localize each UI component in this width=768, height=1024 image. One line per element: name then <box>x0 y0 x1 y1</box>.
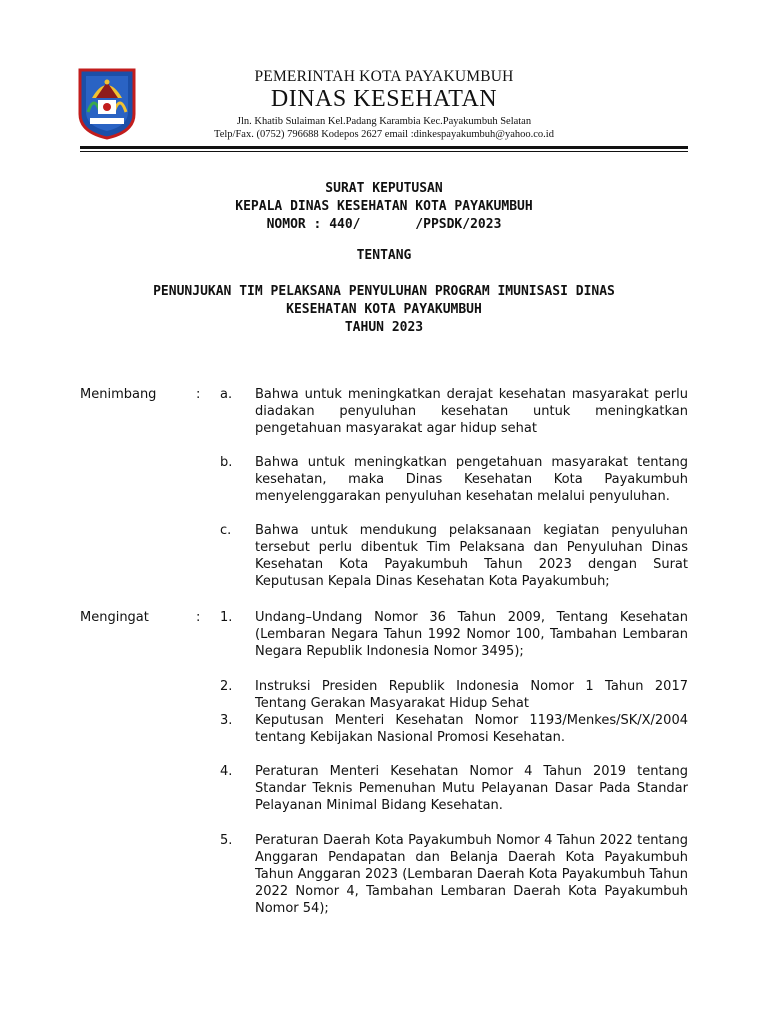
menimbang-item-b <box>210 454 688 505</box>
list-marker: a. <box>220 387 233 402</box>
tentang-label: TENTANG <box>356 248 412 263</box>
letterhead-government: PEMERINTAH KOTA PAYAKUMBUH <box>254 68 514 85</box>
letterhead-agency: DINAS KESEHATAN <box>270 86 498 112</box>
list-marker: 1. <box>220 610 233 625</box>
menimbang-item-a <box>210 386 688 437</box>
decree-subject-line3: TAHUN 2023 <box>344 320 424 335</box>
decree-subject <box>0 283 768 337</box>
letterhead-address: Jln. Khatib Sulaiman Kel.Padang Karambia Kec.Payakumbuh Selatan <box>236 116 532 127</box>
list-item-text: Bahwa untuk mendukung pelaksanaan kegiatan penyuluhan tersebut perlu dibentuk Tim Pelaksana dan Penyuluhan Dinas Kesehatan Kota Payakumbuh Tahun 2023 dengan Surat Keputusan Kepala Dinas Kesehatan Kota Payakumbuh; <box>255 523 688 589</box>
decree-subject-line2: KESEHATAN KOTA PAYAKUMBUH <box>286 302 482 317</box>
list-item-text: Peraturan Daerah Kota Payakumbuh Nomor 4 Tahun 2022 tentang Anggaran Pendapatan dan Belanja Daerah Kota Payakumbuh Tahun Anggaran 2023 (Lembaran Daerah Kota Payakumbuh Tahun 2022 Nomor 4, Tambahan Lembaran Daerah Kota Payakumbuh Nomor 54); <box>255 833 688 916</box>
list-item-text: Bahwa untuk meningkatkan pengetahuan masyarakat tentang kesehatan, maka Dinas Kesehatan Kota Payakumbuh menyelenggarakan penyuluhan kesehatan melalui penyuluhan. <box>255 455 688 504</box>
list-marker: 5. <box>220 833 233 848</box>
list-item-text: Peraturan Menteri Kesehatan Nomor 4 Tahun 2019 tentang Standar Teknis Pemenuhan Mutu Pelayanan Dasar Pada Standar Pelayanan Minimal Bidang Kesehatan. <box>255 764 688 813</box>
letterhead-rule-thin <box>80 151 688 152</box>
mengingat-item-1 <box>210 609 688 660</box>
letterhead-rule-thick <box>80 146 688 149</box>
mengingat-item-4 <box>210 763 688 814</box>
decree-number: NOMOR : 440/ /PPSDK/2023 <box>266 217 502 232</box>
mengingat-item-5 <box>210 832 688 917</box>
list-marker: 3. <box>220 713 233 728</box>
list-marker: c. <box>220 523 232 538</box>
decree-subject-line1: PENUNJUKAN TIM PELAKSANA PENYULUHAN PROGRAM IMUNISASI DINAS <box>153 284 615 299</box>
letterhead-contact: Telp/Fax. (0752) 796688 Kodepos 2627 email :dinkespayakumbuh@yahoo.co.id <box>214 129 554 140</box>
mengingat-item-2 <box>210 678 688 712</box>
decree-title-line2: KEPALA DINAS KESEHATAN KOTA PAYAKUMBUH <box>235 199 533 214</box>
mengingat-item-3 <box>210 712 688 746</box>
list-item-text: Keputusan Menteri Kesehatan Nomor 1193/Menkes/SK/X/2004 tentang Kebijakan Nasional Promosi Kesehatan. <box>255 713 688 745</box>
list-item-text: Undang–Undang Nomor 36 Tahun 2009, Tentang Kesehatan (Lembaran Negara Tahun 1992 Nomor 100, Tambahan Lembaran Negara Republik Indonesia Nomor 3495); <box>255 610 688 659</box>
mengingat-label: Mengingat <box>80 610 149 625</box>
decree-title-line1: SURAT KEPUTUSAN <box>325 181 443 196</box>
menimbang-colon: : <box>196 387 201 402</box>
decree-title <box>0 180 768 234</box>
list-marker: 2. <box>220 679 233 694</box>
menimbang-label: Menimbang <box>80 387 157 402</box>
list-item-text: Bahwa untuk meningkatkan derajat kesehatan masyarakat perlu diadakan penyuluhan kesehatan untuk meningkatkan pengetahuan masyarakat agar hidup sehat <box>255 387 688 436</box>
menimbang-item-c <box>210 522 688 590</box>
list-marker: b. <box>220 455 233 470</box>
tentang-heading <box>0 247 768 265</box>
list-marker: 4. <box>220 764 233 779</box>
list-item-text: Instruksi Presiden Republik Indonesia Nomor 1 Tahun 2017 Tentang Gerakan Masyarakat Hidup Sehat <box>255 679 688 711</box>
mengingat-colon: : <box>196 610 201 625</box>
